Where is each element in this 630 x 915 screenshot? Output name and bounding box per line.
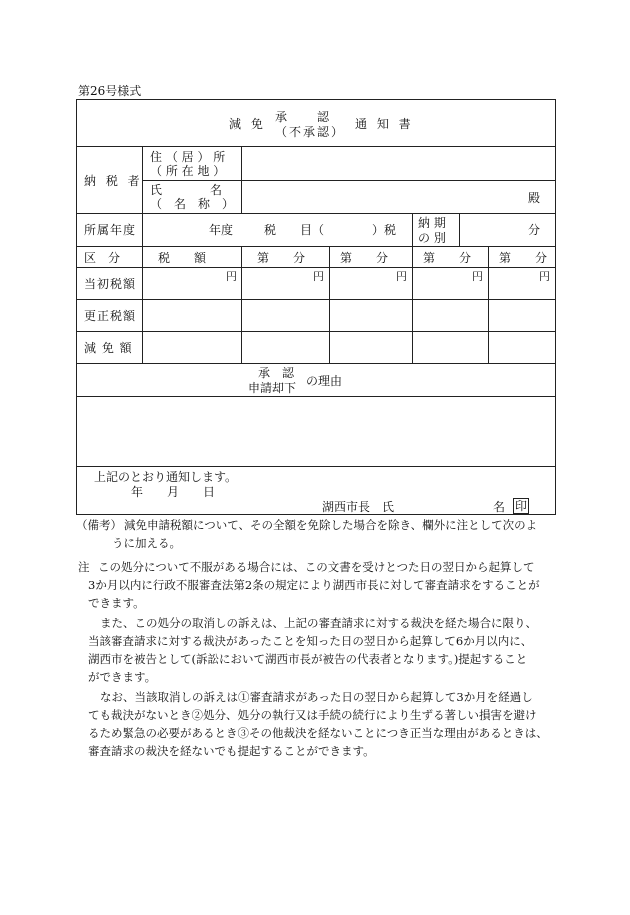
title-suffix: 通 知 書 <box>355 117 414 131</box>
row-label-reduction: 減 免 額 <box>84 341 133 355</box>
title-disapprove: （不承認） <box>275 125 346 139</box>
footnote-p3-line1: なお、当該取消しの訴えは①審査請求があった日の翌日から起算して3か月を経過し <box>100 690 533 704</box>
notice-date: 年 月 日 <box>131 485 216 499</box>
yen-unit: 円 <box>313 270 324 283</box>
remarks-line-2: うに加える。 <box>112 536 181 550</box>
footnote-p1-line1: この処分について不服がある場合には、この文書を受けとつた日の翌日から起算して <box>98 560 535 574</box>
fiscal-year-label: 所属年度 <box>84 223 137 237</box>
yen-unit: 円 <box>539 270 550 283</box>
issuer-label: 湖西市長 氏 <box>322 500 395 514</box>
tax-item-prefix: 税 目（ <box>264 223 325 237</box>
footnote-p2-line1: また、この処分の取消しの訴えは、上記の審査請求に対する裁決を経た場合に限り、 <box>100 616 537 630</box>
fiscal-year-unit: 年度 <box>209 223 234 237</box>
yen-unit: 円 <box>472 270 483 283</box>
tax-amount-header: 税 額 <box>158 251 207 265</box>
taxpayer-label: 納 税 者 <box>84 174 143 188</box>
name-label-line2: （ 名 称 ） <box>150 197 235 211</box>
yen-unit: 円 <box>396 270 407 283</box>
footnote-p1-line2: 3か月以内に行政不服審査法第2条の規定により湖西市長に対して審査請求をすることが <box>88 578 540 592</box>
address-label-line2: （ 所 在 地 ） <box>150 164 226 178</box>
reason-reject-label: 申請却下 <box>248 381 297 395</box>
footnote-p2-line2: 当該審査請求に対する裁決があったことを知った日の翌日から起算して6か月以内に、 <box>88 634 533 648</box>
footnote-p3-line2: ても裁決がないとき②処分、処分の執行又は手続の続行により生ずる著しい損害を避け <box>88 708 537 722</box>
address-label-line1: 住 （ 居 ） 所 <box>150 150 226 164</box>
row-label-revised-tax: 更正税額 <box>84 309 137 323</box>
notice-text: 上記のとおり通知します。 <box>94 470 238 484</box>
row-label-initial-tax: 当初税額 <box>84 277 137 291</box>
title-prefix: 減 免 <box>229 117 266 131</box>
yen-unit: 円 <box>226 270 237 283</box>
category-header: 区 分 <box>84 251 121 265</box>
remarks-label: （備考） <box>76 518 122 532</box>
seal-mark: 印 <box>515 499 528 513</box>
period-column-4: 第 分 <box>499 251 548 265</box>
payment-period-label-2: の 別 <box>418 231 446 245</box>
name-label-line1: 氏 名 <box>150 183 223 197</box>
footnote-label: 注 <box>78 560 90 574</box>
issuer-name-suffix: 名 <box>493 500 506 514</box>
payment-period-label-1: 納 期 <box>418 216 446 230</box>
remarks-line-1: 減免申請税額について、その全額を免除した場合を除き、欄外に注として次のよ <box>124 518 538 532</box>
payment-period-unit: 分 <box>528 223 541 237</box>
period-column-3: 第 分 <box>423 251 472 265</box>
honorific-dono: 殿 <box>528 191 541 205</box>
footnote-p1-line3: できます。 <box>88 596 145 610</box>
period-column-1: 第 分 <box>257 251 306 265</box>
footnote-p2-line3: 湖西市を被告として(訴訟において湖西市長が被告の代表者となります。)提起すること <box>88 652 528 666</box>
period-column-2: 第 分 <box>340 251 389 265</box>
title-approve: 承 認 <box>275 110 332 124</box>
footnote-p3-line4: 審査請求の裁決を経ないでも提起することができます。 <box>88 744 375 758</box>
reason-suffix: の理由 <box>306 374 343 388</box>
form-number-label: 第26号様式 <box>78 84 142 98</box>
tax-item-suffix: ）税 <box>372 223 397 237</box>
footnote-p3-line3: るため緊急の必要があるとき③その他裁決を経ないことにつき正当な理由があるときは、 <box>88 726 548 740</box>
footnote-p2-line4: ができます。 <box>88 670 157 684</box>
reason-approve-label: 承 認 <box>258 366 295 380</box>
